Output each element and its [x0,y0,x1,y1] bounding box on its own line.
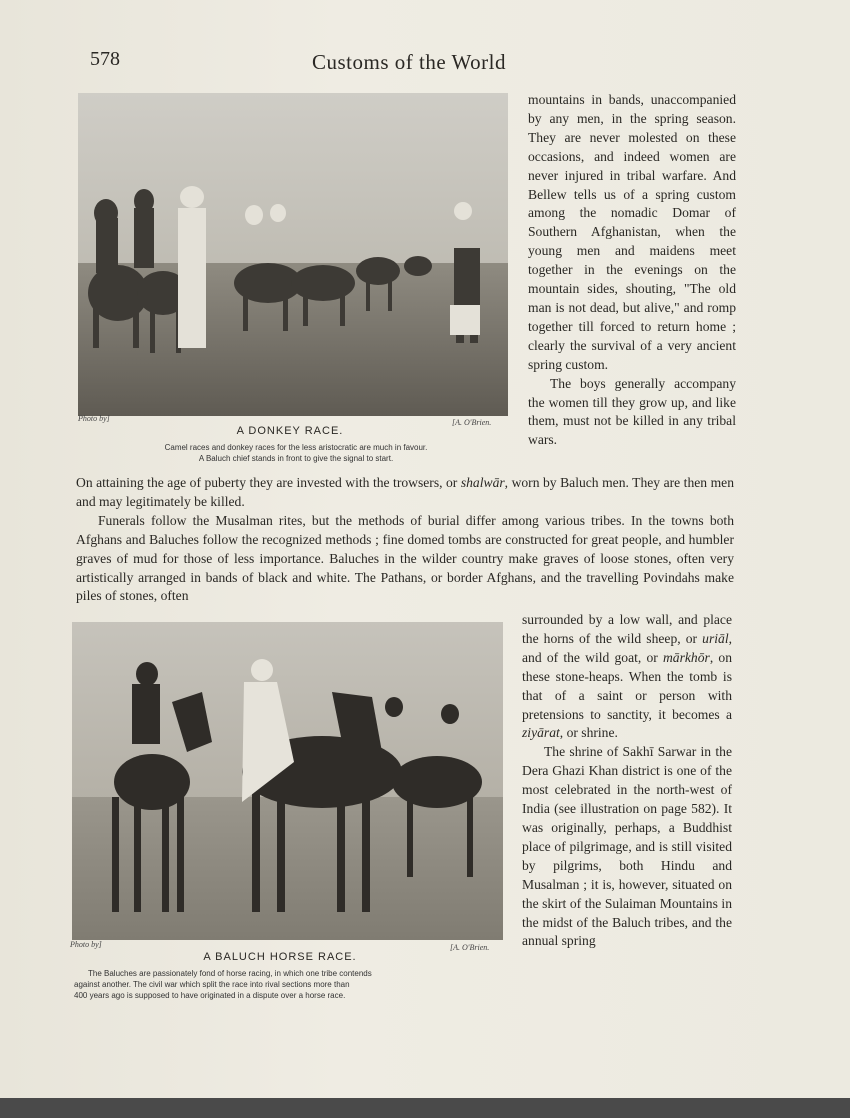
page-number: 578 [90,48,120,70]
text-run: surrounded by a low wall, and place the horns of the wild sheep, or [522,612,732,646]
column-right-top [528,91,736,450]
italic-term: ziyārat [522,725,560,741]
column-right-bottom [522,611,732,951]
photo1-credit-right: [A. O'Brien. [452,418,492,427]
photo1-caption-line: A Baluch chief stands in front to give the signal to start. [198,454,394,463]
italic-term: shalwār [460,475,505,490]
italic-term: uriāl [702,630,729,646]
photo1-caption-line: Camel races and donkey races for the less aristocratic are much in favour. [164,443,428,452]
horse-race-photo [72,622,503,940]
donkey-race-photo [78,93,508,416]
photo2-caption-line: The Baluches are passionately fond of horse racing, in which one tribe contends [88,969,372,978]
italic-term: mārkhōr [662,649,710,665]
text-run: , or shrine. [559,725,618,741]
paragraph [76,474,734,512]
horse-race-illustration [72,622,503,940]
paragraph: The shrine of Sakhī Sarwar in the Dera Ghazi Khan district is one of the most celebrated in the north-west of India (see illustration on page 582). It was originally, perhaps, a Buddhist place of pilgrimage, and is still visited by pilgrims, both Hindu and Musalman ; it is, however, situated on the skirt of the Sulaiman Mountains in the midst of the Baluch tribes, and the annual spring [522,744,732,949]
paragraph: mountains in bands, unaccompanied by any men, in the spring season. They are never molested on these occasions, and indeed women are never injured in tribal warfare. And Bellew tells us of a spring custom among the nomadic Domar of Southern Afghanistan, when the young men and maidens meet together in the evenings on the mountain sides, shouting, "The old man is not dead, but alive," and romp together till forced to return home ; clearly the survival of a very ancient spring custom. [528,92,736,372]
photo2-credit-left: Photo by] [70,940,102,949]
text-run: , worn by Baluch men. They are then men and may legitimately be killed. [76,475,734,509]
donkey-race-illustration [78,93,508,416]
photo2-caption-line: against another. The civil war which split the race into rival sections more than [74,980,350,989]
text-run: On attaining the age of puberty they are invested with the trowsers, or [76,475,461,490]
photo2-caption [74,968,504,1001]
full-width-text [76,474,734,606]
running-title: Customs of the World [312,50,507,74]
photo1-caption [86,442,506,464]
paragraph [522,611,732,743]
text-run: , and of the wild goat, or [522,630,732,665]
paragraph: The boys generally accompany the women till they grow up, and like them, must not be killed in any tribal wars. [528,375,736,448]
paragraph: Funerals follow the Musalman rites, but the methods of burial differ among various tribes. In the towns both Afghans and Baluches follow the recognized methods ; fine domed tombs are constructed for great people, and humbler graves of mud for those of less importance. Baluches in the wilder country make graves of loose stones, often very artistically arranged in bands of black and white. The Pathans, or border Afghans, and the travelling Povindahs make piles of stones, often [76,512,734,604]
photo1-credit-left: Photo by] [78,414,110,423]
photo2-caption-title: A BALUCH HORSE RACE. [203,951,357,963]
photo1-caption-title: A DONKEY RACE. [236,425,344,437]
scan-bottom-edge [0,1098,850,1118]
photo2-caption-line: 400 years ago is supposed to have originated in a dispute over a horse race. [74,991,346,1000]
text-run: , on these stone-heaps. When the tomb is that of a saint or person with pretensions to sanctity, it becomes a [522,649,732,722]
photo2-credit-right: [A. O'Brien. [450,943,490,952]
